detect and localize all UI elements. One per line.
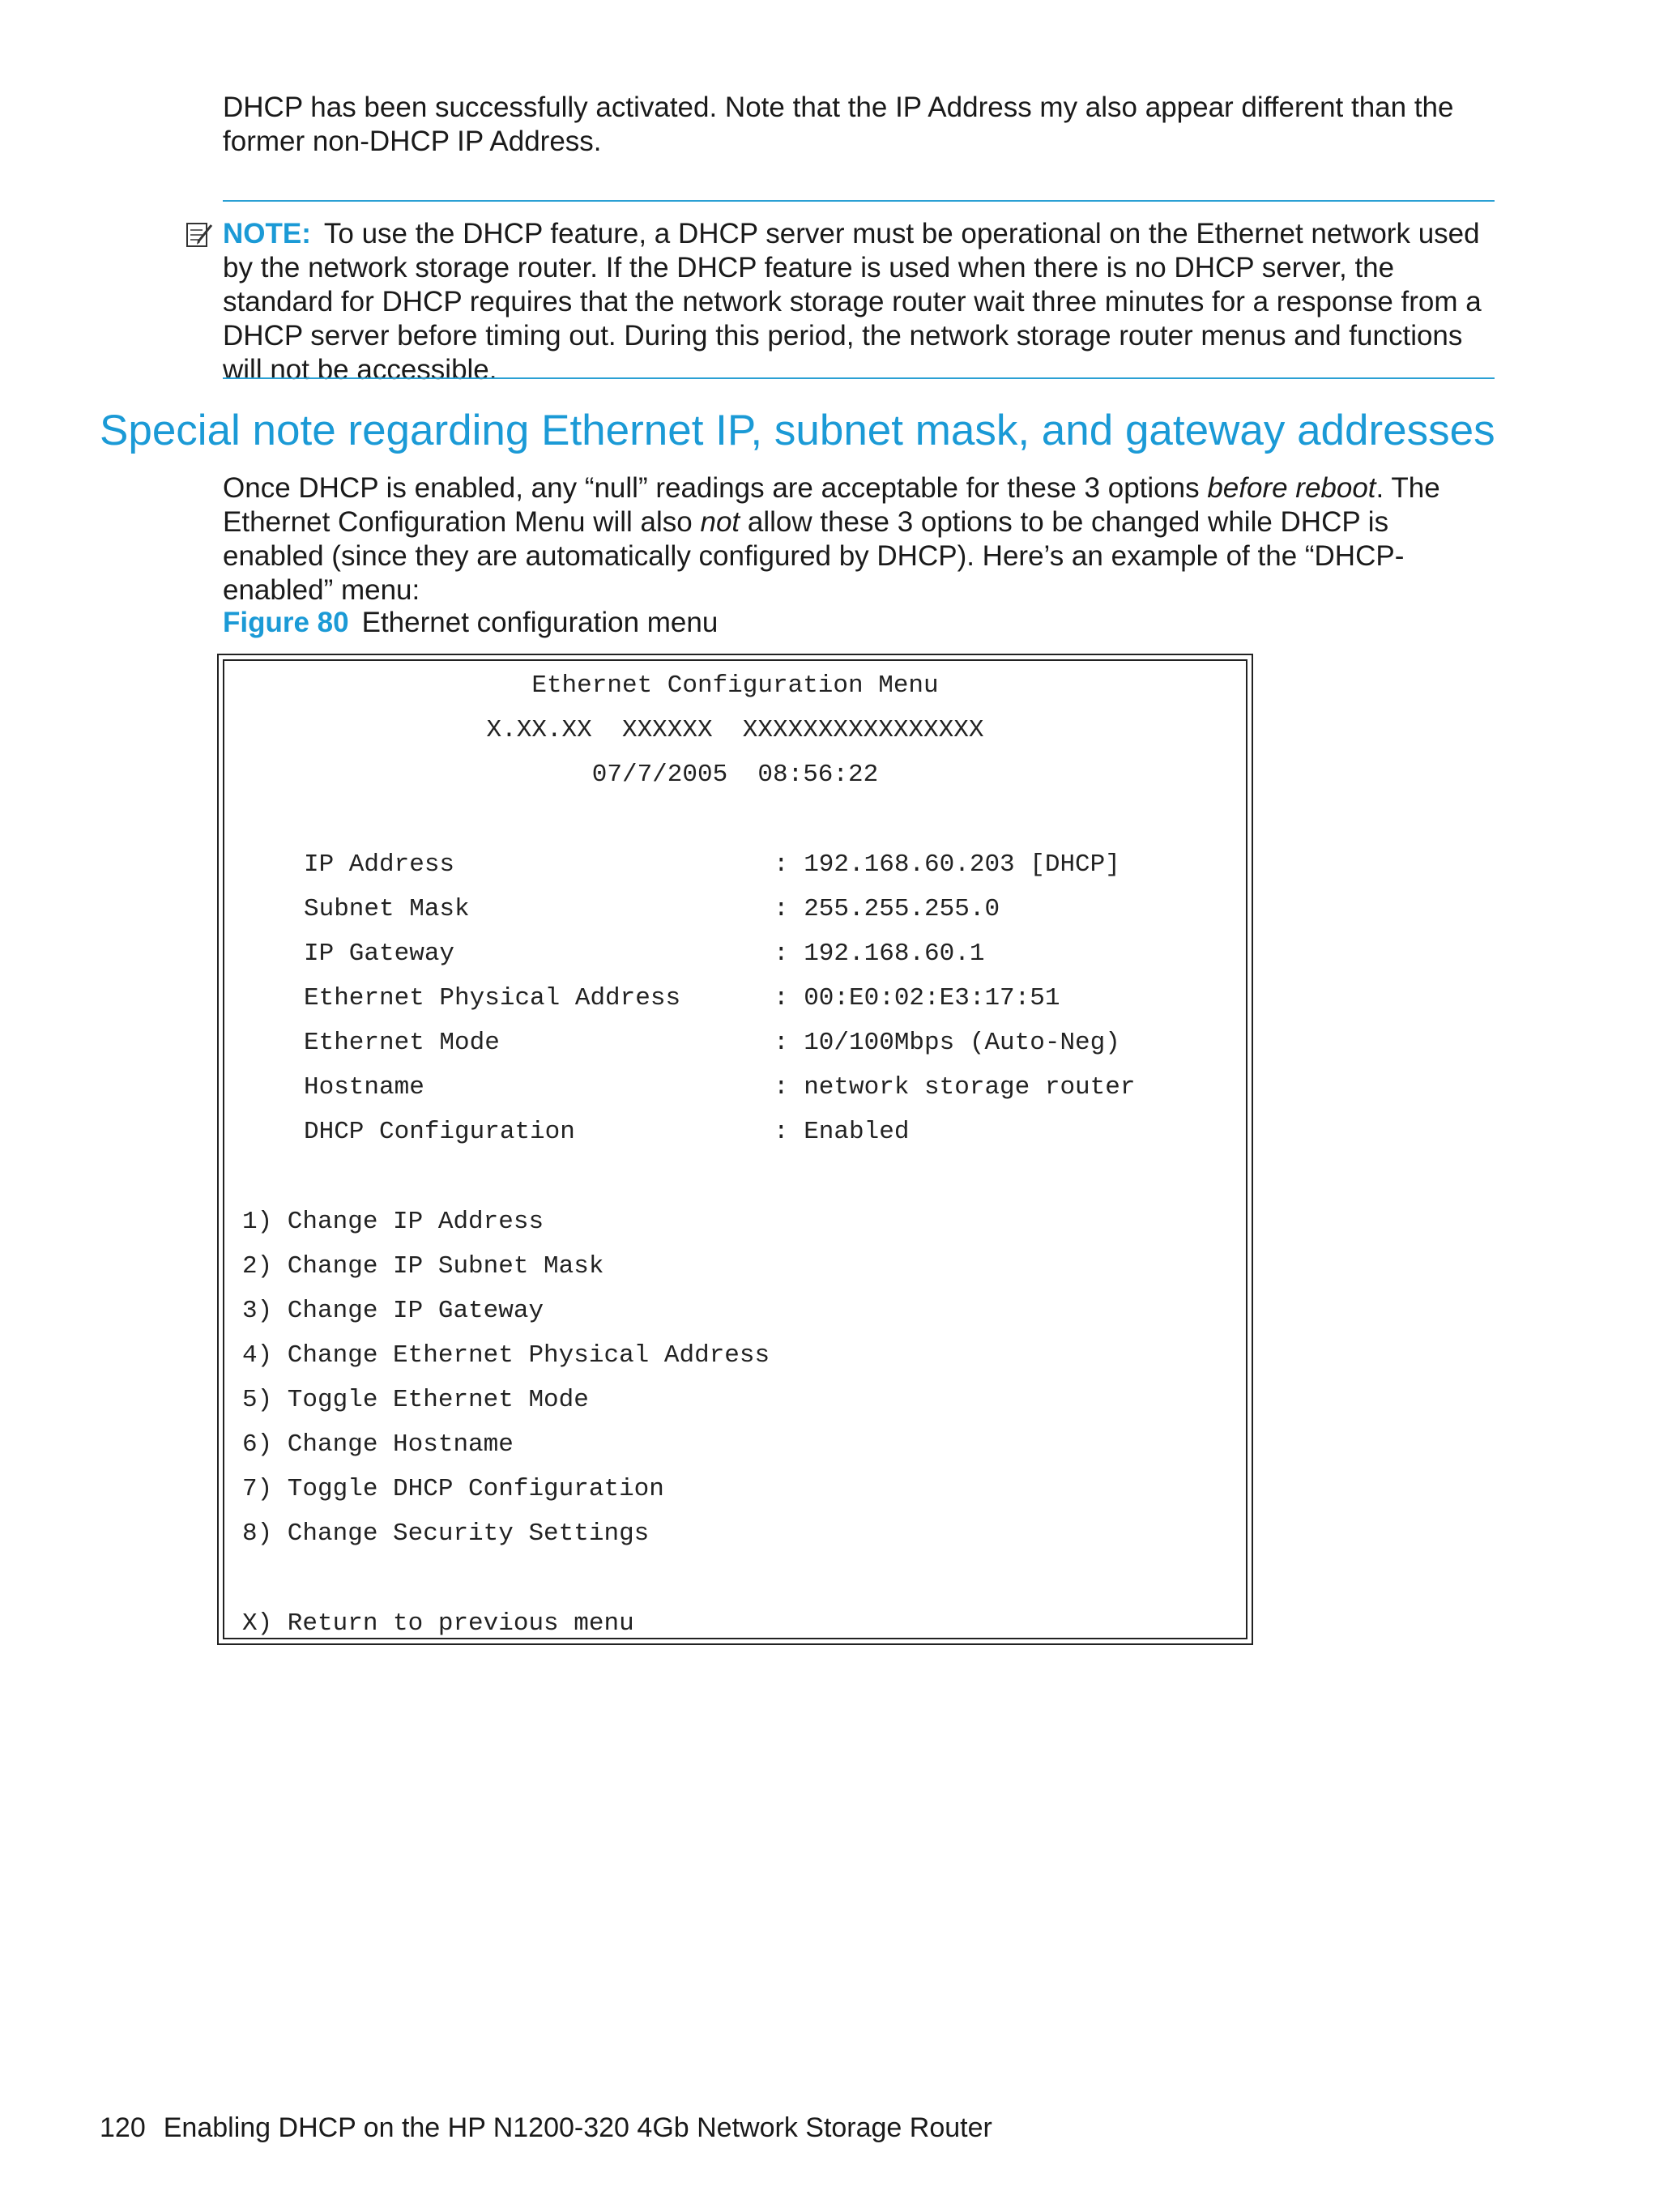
field-label: IP Address <box>304 850 455 879</box>
page-footer <box>100 2112 992 2144</box>
field-value: : Enabled <box>774 1118 910 1146</box>
menu-option: 3) Change IP Gateway <box>242 1297 544 1325</box>
menu-exit-option: X) Return to previous menu <box>242 1609 634 1638</box>
para-text: allow these 3 options to be changed while DHCP is enabled (since they are automatically configured by DHCP). Here’s an example of the “DHCP-enabled” menu: <box>223 506 1405 606</box>
field-value: : network storage router <box>774 1073 1136 1102</box>
field-label: Ethernet Physical Address <box>304 984 681 1012</box>
field-label: Subnet Mask <box>304 895 470 923</box>
menu-option: 2) Change IP Subnet Mask <box>242 1252 604 1281</box>
menu-option: 6) Change Hostname <box>242 1430 514 1459</box>
note-block <box>185 217 1497 387</box>
para-emphasis: before reboot <box>1207 472 1376 504</box>
menu-option: 4) Change Ethernet Physical Address <box>242 1341 770 1370</box>
terminal-date-line: 07/7/2005 08:56:22 <box>591 761 879 789</box>
intro-paragraph: DHCP has been successfully activated. Note that the IP Address my also appear different than the former non-DHCP IP Address. <box>223 92 1454 157</box>
page-number: 120 <box>100 2112 146 2143</box>
field-label: Hostname <box>304 1073 424 1102</box>
field-value: : 192.168.60.1 <box>774 940 985 968</box>
note-bottom-rule <box>223 377 1495 379</box>
menu-option: 8) Change Security Settings <box>242 1519 650 1548</box>
field-value: : 10/100Mbps (Auto-Neg) <box>774 1029 1120 1057</box>
note-label: NOTE: <box>223 218 311 249</box>
note-top-rule <box>223 200 1495 202</box>
field-label: IP Gateway <box>304 940 455 968</box>
terminal-version-line: X.XX.XX XXXXXX XXXXXXXXXXXXXXXX <box>486 716 984 744</box>
footer-title: Enabling DHCP on the HP N1200-320 4Gb Network Storage Router <box>163 2112 992 2143</box>
field-value: : 255.255.255.0 <box>774 895 1000 923</box>
para-text: . The Ethernet Configuration Menu will also <box>223 472 1440 538</box>
section-heading: Special note regarding Ethernet IP, subnet mask, and gateway addresses <box>100 407 1495 454</box>
menu-option: 1) Change IP Address <box>242 1208 544 1236</box>
field-value: : 00:E0:02:E3:17:51 <box>774 984 1060 1012</box>
menu-option: 7) Toggle DHCP Configuration <box>242 1475 664 1503</box>
terminal-inner-frame <box>223 659 1247 1639</box>
figure-caption <box>223 606 718 640</box>
menu-option: 5) Toggle Ethernet Mode <box>242 1386 589 1414</box>
para-text: Once DHCP is enabled, any “null” readings are acceptable for these 3 options <box>223 472 1208 504</box>
figure-number: Figure 80 <box>223 607 349 638</box>
field-label: DHCP Configuration <box>304 1118 575 1146</box>
figure-title: Ethernet configuration menu <box>361 607 719 638</box>
field-label: Ethernet Mode <box>304 1029 500 1057</box>
note-pad-icon <box>185 220 214 249</box>
note-text <box>223 217 1497 387</box>
field-value: : 192.168.60.203 [DHCP] <box>774 850 1120 879</box>
note-body: To use the DHCP feature, a DHCP server must be operational on the Ethernet network used by the network storage router. If the DHCP feature is used when there is no DHCP server, the standard for DHCP requires that the network storage router wait three minutes for a response from a DHCP server before timing out. During this period, the network storage router menus and functions will not be accessible. <box>223 218 1482 386</box>
terminal-title: Ethernet Configuration Menu <box>531 671 939 700</box>
section-paragraph <box>223 471 1495 607</box>
terminal-screen <box>217 654 1253 1645</box>
para-emphasis: not <box>700 506 740 538</box>
